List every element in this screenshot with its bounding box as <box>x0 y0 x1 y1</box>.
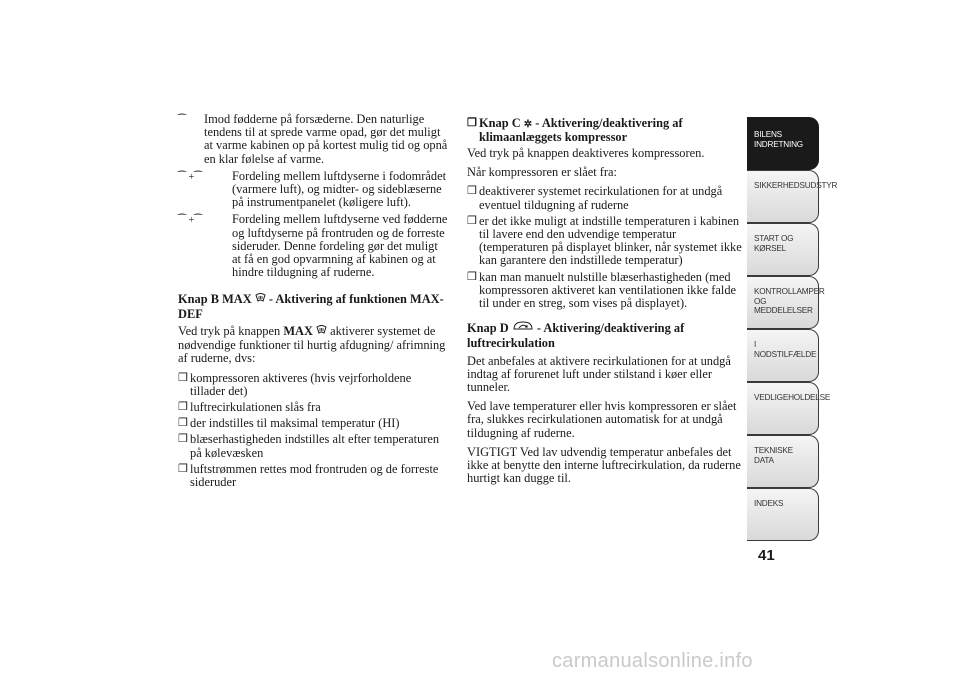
bullet-icon: ❒ <box>467 214 477 227</box>
paragraph: Ved tryk på knappen deaktiveres kompressoren. <box>467 145 705 160</box>
list-item: ❒ luftstrømmen rettes mod frontruden og de forreste sideruder <box>178 461 439 489</box>
heading-button-b: Knap B MAX - Aktivering af funktionen MAX-DEF <box>178 292 444 321</box>
important-note: VIGTIGT Ved lav udvendig temperatur anbefales det ikke at benytte den interne luftrecirkulation, da ruderne hurtigt kan dugge til. <box>467 444 741 486</box>
bullet-icon: ❒ <box>178 433 188 446</box>
page-number: 41 <box>758 547 775 564</box>
tab-i-nodstilfaelde[interactable]: I NODSTILFÆLDE <box>747 329 819 382</box>
list-item: ❒ kompressoren aktiveres (hvis vejrforholdene tillader det) <box>178 370 412 398</box>
list-item: ❒ luftrecirkulationen slås fra <box>178 399 321 414</box>
paragraph: Det anbefales at aktivere recirkulationen for at undgå indtag af forurenet luft under stilstand i køer eller tunneler. <box>467 353 731 394</box>
airflow-feet-windshield-item <box>178 213 448 279</box>
list-item: ❒ er det ikke muligt at indstille temperaturen i kabinen til lavere end den udvendige temperatur (temperaturen på displayet blinker, når systemet ikke kan garantere den indstillede temperatur) <box>467 213 742 268</box>
list-item: ❒ der indstilles til maksimal temperatur (HI) <box>178 416 400 431</box>
tab-start-og-korsel[interactable]: START OG KØRSEL <box>747 223 819 276</box>
bullet-icon: ❒ <box>467 117 477 129</box>
airflow-feet-item <box>178 113 448 166</box>
tab-bilens-indretning[interactable]: BILENS INDRETNING <box>747 117 819 170</box>
tab-kontrollamper[interactable]: KONTROLLAMPER OG MEDDELELSER <box>747 276 819 329</box>
bullet-icon: ❒ <box>178 400 188 413</box>
list-item: ❒ deaktiverer systemet recirkulationen for at undgå eventuel tildugning af ruderne <box>467 184 723 212</box>
bullet-icon: ❒ <box>178 417 188 430</box>
max-paragraph: Ved tryk på knappen MAX aktiverer systemet de nødvendige funktioner til hurtig afdugning/ afrimning af ruderne, dvs: <box>178 323 446 366</box>
airflow-feet-text: Imod fødderne på forsæderne. Den naturlige tendens til at sprede varme opad, gør det muligt at varme kabinen op på kortest mulig tid og opnå en klar følelse af varme. <box>204 112 448 166</box>
paragraph: Ved lave temperaturer eller hvis kompressoren er slået fra, slukkes recirkulationen automatisk for at undgå tildugning af ruderne. <box>467 399 737 440</box>
paragraph: Når kompressoren er slået fra: <box>467 165 618 180</box>
tab-vedligeholdelse[interactable]: VEDLIGEHOLDELSE <box>747 382 819 435</box>
heading-button-d: Knap D - Aktivering/deaktivering af luftrecirkulation <box>467 321 685 351</box>
list-item: ❒ kan man manuelt nulstille blæserhastigheden (med kompressoren aktiveret kan ventilationen ikke falde til under en streg, som vises på displayet). <box>467 269 737 310</box>
recirculation-icon <box>512 321 534 337</box>
chapter-sidebar <box>747 117 838 541</box>
tab-indeks[interactable]: INDEKS <box>747 488 819 541</box>
airflow-feet-windshield-text: Fordeling mellem luftdyserne ved fødderne og luftdyserne på frontruden og de forreste sideruder. Denne fordeling gør det muligt at få en god opvarmning af kabinen og at hindre tildugning af ruderne. <box>232 212 448 280</box>
airflow-feet-dash-text: Fordeling mellem luftdyserne i fodområdet (varmere luft), og midter- og sideblæserne på instrumentpanelet (køligere luft). <box>232 168 447 210</box>
snowflake-icon: ✲ <box>523 118 533 130</box>
airflow-feet-windshield-icon: ⁀ +⁀ <box>178 215 203 227</box>
bullet-icon: ❒ <box>467 270 477 283</box>
bullet-icon: ❒ <box>178 371 188 384</box>
max-def-inline-icon <box>316 325 327 339</box>
list-item: ❒ blæserhastigheden indstilles alt efter temperaturen på kølevæsken <box>178 432 440 460</box>
tab-tekniske-data[interactable]: TEKNISKE DATA <box>747 435 819 488</box>
airflow-feet-dash-item <box>178 170 448 210</box>
heading-button-c: ❒ Knap C ✲ - Aktivering/deaktivering af klimaanlæggets kompressor <box>467 116 683 144</box>
watermark: carmanualsonline.info <box>552 650 753 672</box>
max-def-icon <box>255 293 266 307</box>
middle-column <box>467 117 745 491</box>
bullet-icon: ❒ <box>467 185 477 198</box>
bullet-icon: ❒ <box>178 462 188 475</box>
airflow-feet-dash-icon: ⁀ +⁀ <box>178 171 203 183</box>
airflow-feet-icon: ⁀ <box>178 115 187 126</box>
tab-sikkerhedsudstyr[interactable]: SIKKERHEDSUDSTYR <box>747 170 819 223</box>
left-column <box>178 113 448 492</box>
